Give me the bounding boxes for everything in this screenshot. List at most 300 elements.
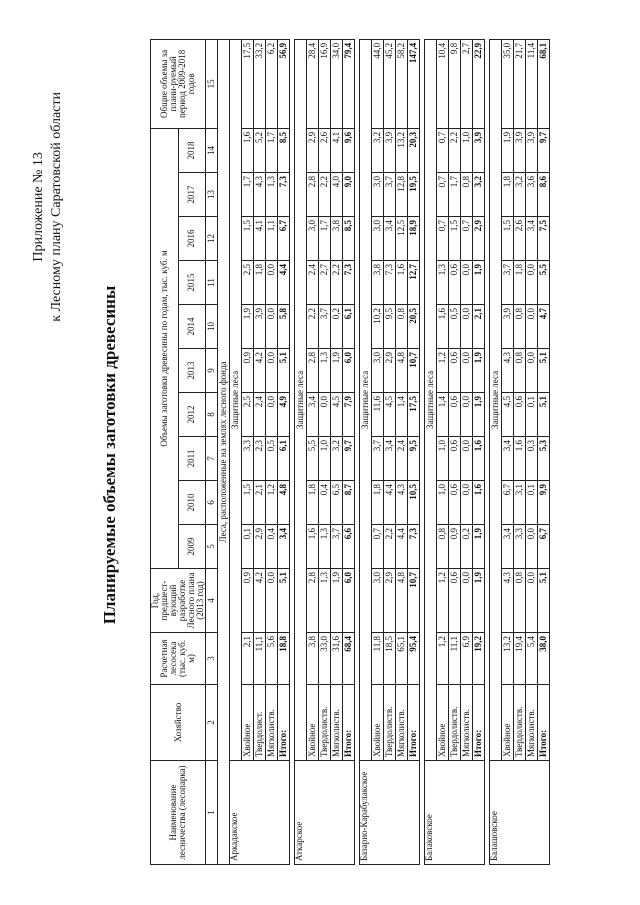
value-cell: 1,9 <box>331 569 343 633</box>
value-cell: 7,5 <box>538 217 550 261</box>
value-cell: 8,5 <box>343 217 355 261</box>
value-cell: 3,9 <box>384 128 396 172</box>
appendix-note <box>30 92 66 322</box>
value-cell: 1,9 <box>331 349 343 393</box>
header-year-2012: 2012 <box>178 393 206 437</box>
value-cell: 8,7 <box>343 481 355 525</box>
value-cell: 13,2 <box>396 128 408 172</box>
farm-type: Мягколиств. <box>396 685 408 761</box>
header-column-number: 15 <box>206 39 218 128</box>
value-cell: 1,5 <box>449 217 461 261</box>
value-cell: 18,5 <box>384 633 396 685</box>
value-cell: 0,9 <box>242 349 254 393</box>
value-cell: 3,9 <box>514 128 526 172</box>
value-cell: 0,0 <box>266 569 278 633</box>
table-row <box>254 39 266 864</box>
value-cell: 2,6 <box>319 128 331 172</box>
value-cell: 4,4 <box>278 261 290 305</box>
value-cell: 1,3 <box>266 173 278 217</box>
value-cell: 11,1 <box>254 633 266 685</box>
value-cell: 3,9 <box>526 128 538 172</box>
section-label: Защитные леса <box>360 39 372 760</box>
header-year-2014: 2014 <box>178 305 206 349</box>
value-cell: 1,9 <box>473 525 485 569</box>
value-cell: 28,4 <box>307 39 319 128</box>
value-cell: 1,3 <box>437 261 449 305</box>
total-row <box>538 39 550 864</box>
value-cell: 2,4 <box>254 393 266 437</box>
header-year-2016: 2016 <box>178 217 206 261</box>
value-cell: 0,0 <box>461 261 473 305</box>
value-cell: 6,6 <box>343 525 355 569</box>
table-row <box>266 39 278 864</box>
value-cell: 21,7 <box>514 39 526 128</box>
value-cell: 9,7 <box>343 437 355 481</box>
value-cell: 3,6 <box>526 173 538 217</box>
value-cell: 33,0 <box>319 633 331 685</box>
value-cell: 0,0 <box>461 481 473 525</box>
value-cell: 1,6 <box>396 261 408 305</box>
value-cell: 6,2 <box>266 39 278 128</box>
value-cell: 19,4 <box>514 633 526 685</box>
header-column-number: 4 <box>206 569 218 633</box>
forestry-name: Аркадакское <box>230 761 290 865</box>
value-cell: 9,8 <box>449 39 461 128</box>
value-cell: 7,3 <box>408 525 420 569</box>
value-cell: 6,7 <box>278 217 290 261</box>
value-cell: 10,5 <box>408 481 420 525</box>
value-cell: 5,6 <box>266 633 278 685</box>
value-cell: 2,2 <box>331 261 343 305</box>
value-cell: 4,5 <box>384 393 396 437</box>
section-label: Защитные леса <box>425 39 437 760</box>
value-cell: 10,7 <box>408 349 420 393</box>
value-cell: 5,1 <box>278 569 290 633</box>
value-cell: 4,8 <box>396 349 408 393</box>
value-cell: 0,6 <box>449 437 461 481</box>
header-column-number: 2 <box>206 685 218 761</box>
header-year-2018: 2018 <box>178 128 206 172</box>
value-cell: 11,6 <box>372 393 384 437</box>
section-label: Защитные леса <box>230 39 242 760</box>
value-cell: 1,8 <box>254 261 266 305</box>
value-cell: 0,0 <box>461 437 473 481</box>
value-cell: 3,2 <box>331 437 343 481</box>
value-cell: 3,0 <box>372 217 384 261</box>
value-cell: 3,8 <box>372 261 384 305</box>
value-cell: 1,0 <box>461 128 473 172</box>
value-cell: 4,4 <box>384 481 396 525</box>
value-cell: 0,7 <box>372 525 384 569</box>
value-cell: 0,5 <box>449 305 461 349</box>
header-column-number: 8 <box>206 393 218 437</box>
header-year-2010: 2010 <box>178 481 206 525</box>
value-cell: 6,0 <box>343 349 355 393</box>
header-column-number: 5 <box>206 525 218 569</box>
header-allowable-cut: Расчетная лесосека (тыс. куб. м) <box>151 633 206 685</box>
value-cell: 8,6 <box>538 173 550 217</box>
farm-type: Хвойное <box>502 685 514 761</box>
value-cell: 3,0 <box>372 173 384 217</box>
value-cell: 1,9 <box>473 393 485 437</box>
value-cell: 2,6 <box>514 217 526 261</box>
value-cell: 0,0 <box>461 569 473 633</box>
value-cell: 34,0 <box>331 39 343 128</box>
header-column-number: 7 <box>206 437 218 481</box>
value-cell: 5,5 <box>538 261 550 305</box>
table-row <box>461 39 473 864</box>
value-cell: 38,0 <box>538 633 550 685</box>
value-cell: 0,0 <box>461 349 473 393</box>
farm-type: Хвойное <box>372 685 384 761</box>
value-cell: 0,2 <box>461 525 473 569</box>
value-cell: 3,9 <box>473 128 485 172</box>
value-cell: 3,0 <box>307 217 319 261</box>
value-cell: 0,6 <box>514 393 526 437</box>
forestry-name: Балаковское <box>425 761 485 865</box>
value-cell: 0,0 <box>526 305 538 349</box>
farm-type: Итого: <box>278 685 290 761</box>
value-cell: 18,8 <box>278 633 290 685</box>
table-row <box>384 39 396 864</box>
value-cell: 33,2 <box>254 39 266 128</box>
value-cell: 2,2 <box>307 305 319 349</box>
value-cell: 12,5 <box>396 217 408 261</box>
value-cell: 0,0 <box>266 305 278 349</box>
value-cell: 18,9 <box>408 217 420 261</box>
value-cell: 2,8 <box>307 569 319 633</box>
section-row <box>490 39 502 864</box>
header-year-2017: 2017 <box>178 173 206 217</box>
value-cell: 5,3 <box>538 437 550 481</box>
value-cell: 0,7 <box>461 217 473 261</box>
value-cell: 19,5 <box>408 173 420 217</box>
forestry-name: Аткарское <box>295 761 355 865</box>
value-cell: 4,5 <box>331 393 343 437</box>
value-cell: 0,8 <box>514 569 526 633</box>
value-cell: 3,4 <box>526 217 538 261</box>
value-cell: 0,1 <box>526 481 538 525</box>
total-row <box>343 39 355 864</box>
header-year-2011: 2011 <box>178 437 206 481</box>
value-cell: 3,4 <box>307 393 319 437</box>
value-cell: 2,8 <box>307 173 319 217</box>
value-cell: 0,8 <box>396 305 408 349</box>
value-cell: 7,3 <box>278 173 290 217</box>
table-row <box>372 39 384 864</box>
value-cell: 1,9 <box>502 128 514 172</box>
value-cell: 1,4 <box>437 393 449 437</box>
value-cell: 17,5 <box>408 393 420 437</box>
value-cell: 1,2 <box>437 349 449 393</box>
value-cell: 0,7 <box>437 217 449 261</box>
table-row <box>437 39 449 864</box>
farm-type: Мягколиств. <box>461 685 473 761</box>
farm-type: Твердолист. <box>254 685 266 761</box>
value-cell: 4,3 <box>396 481 408 525</box>
header-column-number: 10 <box>206 305 218 349</box>
value-cell: 3,7 <box>384 173 396 217</box>
value-cell: 31,6 <box>331 633 343 685</box>
value-cell: 1,5 <box>242 217 254 261</box>
value-cell: 20,5 <box>408 305 420 349</box>
value-cell: 1,0 <box>437 481 449 525</box>
value-cell: 9,5 <box>384 305 396 349</box>
value-cell: 6,1 <box>278 437 290 481</box>
value-cell: 3,8 <box>307 633 319 685</box>
harvest-table <box>150 39 550 865</box>
value-cell: 2,2 <box>319 173 331 217</box>
value-cell: 4,1 <box>331 128 343 172</box>
farm-type: Хвойное <box>307 685 319 761</box>
value-cell: 2,5 <box>242 393 254 437</box>
value-cell: 3,3 <box>514 525 526 569</box>
value-cell: 7,3 <box>343 261 355 305</box>
value-cell: 0,4 <box>266 525 278 569</box>
value-cell: 0,6 <box>449 393 461 437</box>
value-cell: 0,8 <box>437 525 449 569</box>
header-previous-year: Год, предшест-вующий разработке Лесного плана (2013 год) <box>151 569 206 633</box>
value-cell: 1,2 <box>437 569 449 633</box>
value-cell: 0,0 <box>319 393 331 437</box>
value-cell: 79,4 <box>343 39 355 128</box>
value-cell: 1,9 <box>242 305 254 349</box>
value-cell: 0,0 <box>461 393 473 437</box>
value-cell: 3,0 <box>372 349 384 393</box>
value-cell: 4,9 <box>278 393 290 437</box>
value-cell: 1,7 <box>266 128 278 172</box>
value-cell: 0,7 <box>437 173 449 217</box>
farm-type: Мягколиств. <box>331 685 343 761</box>
value-cell: 58,2 <box>396 39 408 128</box>
value-cell: 2,7 <box>319 261 331 305</box>
value-cell: 45,2 <box>384 39 396 128</box>
farm-type: Твердолиств. <box>384 685 396 761</box>
value-cell: 2,3 <box>254 437 266 481</box>
value-cell: 2,4 <box>307 261 319 305</box>
value-cell: 1,3 <box>319 569 331 633</box>
value-cell: 1,8 <box>502 173 514 217</box>
value-cell: 1,5 <box>242 481 254 525</box>
value-cell: 147,4 <box>408 39 420 128</box>
value-cell: 0,0 <box>266 393 278 437</box>
value-cell: 1,8 <box>514 261 526 305</box>
value-cell: 0,6 <box>449 349 461 393</box>
value-cell: 0,0 <box>526 349 538 393</box>
value-cell: 10,7 <box>408 569 420 633</box>
table-row <box>331 39 343 864</box>
value-cell: 1,2 <box>266 481 278 525</box>
value-cell: 5,8 <box>278 305 290 349</box>
value-cell: 1,7 <box>319 217 331 261</box>
value-cell: 2,7 <box>461 39 473 128</box>
value-cell: 4,0 <box>331 173 343 217</box>
value-cell: 3,4 <box>384 217 396 261</box>
header-year-2013: 2013 <box>178 349 206 393</box>
value-cell: 11,1 <box>449 633 461 685</box>
value-cell: 13,2 <box>502 633 514 685</box>
table-row <box>502 39 514 864</box>
value-cell: 68,4 <box>343 633 355 685</box>
header-column-number: 11 <box>206 261 218 305</box>
header-year-2015: 2015 <box>178 261 206 305</box>
value-cell: 3,2 <box>514 173 526 217</box>
value-cell: 3,8 <box>331 217 343 261</box>
value-cell: 56,9 <box>278 39 290 128</box>
top-section-label: Леса, расположенные на землях лесного фонда <box>218 39 230 864</box>
header-column-number: 13 <box>206 173 218 217</box>
value-cell: 3,4 <box>502 437 514 481</box>
value-cell: 2,9 <box>254 525 266 569</box>
value-cell: 10,4 <box>437 39 449 128</box>
value-cell: 9,6 <box>343 128 355 172</box>
table-row <box>307 39 319 864</box>
value-cell: 65,1 <box>396 633 408 685</box>
value-cell: 1,2 <box>437 633 449 685</box>
value-cell: 1,7 <box>449 173 461 217</box>
section-row <box>295 39 307 864</box>
total-row <box>278 39 290 864</box>
value-cell: 0,9 <box>449 525 461 569</box>
header-column-number: 9 <box>206 349 218 393</box>
value-cell: 1,9 <box>473 569 485 633</box>
farm-type: Итого: <box>473 685 485 761</box>
value-cell: 3,2 <box>473 173 485 217</box>
value-cell: 3,4 <box>278 525 290 569</box>
header-year-2009: 2009 <box>178 525 206 569</box>
forestry-name: Балашовское <box>490 761 550 865</box>
value-cell: 0,4 <box>319 481 331 525</box>
value-cell: 0,0 <box>461 305 473 349</box>
total-row <box>408 39 420 864</box>
table-row <box>449 39 461 864</box>
header-column-number: 14 <box>206 128 218 172</box>
value-cell: 1,0 <box>319 437 331 481</box>
farm-type: Итого: <box>343 685 355 761</box>
value-cell: 3,3 <box>242 437 254 481</box>
value-cell: 1,6 <box>242 128 254 172</box>
value-cell: 0,0 <box>526 569 538 633</box>
farm-type: Хвойное <box>242 685 254 761</box>
value-cell: 35,0 <box>502 39 514 128</box>
value-cell: 3,4 <box>384 437 396 481</box>
table-body <box>218 39 550 864</box>
value-cell: 0,3 <box>526 437 538 481</box>
value-cell: 12,7 <box>408 261 420 305</box>
value-cell: 3,0 <box>372 569 384 633</box>
value-cell: 0,0 <box>526 261 538 305</box>
value-cell: 5,1 <box>538 349 550 393</box>
value-cell: 3,2 <box>372 128 384 172</box>
value-cell: 0,9 <box>242 569 254 633</box>
farm-type: Твердолиств. <box>449 685 461 761</box>
value-cell: 8,5 <box>278 128 290 172</box>
value-cell: 0,8 <box>514 349 526 393</box>
header-column-number: 6 <box>206 481 218 525</box>
value-cell: 0,0 <box>266 261 278 305</box>
section-row <box>230 39 242 864</box>
value-cell: 7,9 <box>343 393 355 437</box>
value-cell: 95,4 <box>408 633 420 685</box>
value-cell: 2,1 <box>242 633 254 685</box>
value-cell: 0,8 <box>461 173 473 217</box>
value-cell: 7,3 <box>384 261 396 305</box>
value-cell: 4,1 <box>254 217 266 261</box>
value-cell: 11,8 <box>372 633 384 685</box>
value-cell: 4,8 <box>278 481 290 525</box>
table-row <box>526 39 538 864</box>
value-cell: 4,4 <box>396 525 408 569</box>
value-cell: 1,4 <box>396 393 408 437</box>
value-cell: 6,7 <box>538 525 550 569</box>
value-cell: 2,8 <box>307 349 319 393</box>
farm-type: Мягколиств. <box>526 685 538 761</box>
value-cell: 4,7 <box>538 305 550 349</box>
farm-type: Итого: <box>408 685 420 761</box>
header-farm: Хозяйство <box>151 685 206 761</box>
value-cell: 6,1 <box>343 305 355 349</box>
value-cell: 4,3 <box>254 173 266 217</box>
value-cell: 6,5 <box>331 481 343 525</box>
header-volumes-by-year: Объемы заготовки древесины по годам, тыс. куб. м <box>151 128 179 568</box>
value-cell: 5,4 <box>526 633 538 685</box>
value-cell: 4,2 <box>254 349 266 393</box>
value-cell: 0,8 <box>514 305 526 349</box>
value-cell: 9,9 <box>538 481 550 525</box>
table-row <box>319 39 331 864</box>
value-cell: 2,1 <box>473 305 485 349</box>
value-cell: 1,3 <box>319 349 331 393</box>
value-cell: 0,2 <box>331 305 343 349</box>
value-cell: 2,9 <box>307 128 319 172</box>
value-cell: 2,9 <box>384 349 396 393</box>
value-cell: 0,7 <box>437 128 449 172</box>
table-row <box>514 39 526 864</box>
value-cell: 1,0 <box>437 437 449 481</box>
value-cell: 2,5 <box>242 261 254 305</box>
value-cell: 4,3 <box>502 349 514 393</box>
table-row <box>396 39 408 864</box>
value-cell: 17,5 <box>242 39 254 128</box>
value-cell: 5,5 <box>307 437 319 481</box>
value-cell: 2,9 <box>473 217 485 261</box>
table-header <box>151 39 218 864</box>
value-cell: 4,5 <box>502 393 514 437</box>
header-column-number: 1 <box>206 761 218 865</box>
value-cell: 1,3 <box>319 525 331 569</box>
value-cell: 1,8 <box>307 481 319 525</box>
value-cell: 1,6 <box>307 525 319 569</box>
value-cell: 12,8 <box>396 173 408 217</box>
value-cell: 1,6 <box>514 437 526 481</box>
value-cell: 20,3 <box>408 128 420 172</box>
value-cell: 0,5 <box>266 437 278 481</box>
value-cell: 16,9 <box>319 39 331 128</box>
farm-type: Твердолиств. <box>514 685 526 761</box>
value-cell: 4,2 <box>254 569 266 633</box>
table-row <box>242 39 254 864</box>
value-cell: 1,9 <box>473 349 485 393</box>
value-cell: 0,0 <box>526 525 538 569</box>
section-row <box>360 39 372 864</box>
value-cell: 2,2 <box>449 128 461 172</box>
value-cell: 1,6 <box>473 437 485 481</box>
header-column-numbers-row <box>206 39 218 864</box>
value-cell: 2,9 <box>384 569 396 633</box>
section-row <box>425 39 437 864</box>
header-total-period: Общие объемы за плани-руемый период 2009-2018 годов <box>151 39 206 128</box>
appendix-line1: Приложение № 13 <box>31 152 46 262</box>
